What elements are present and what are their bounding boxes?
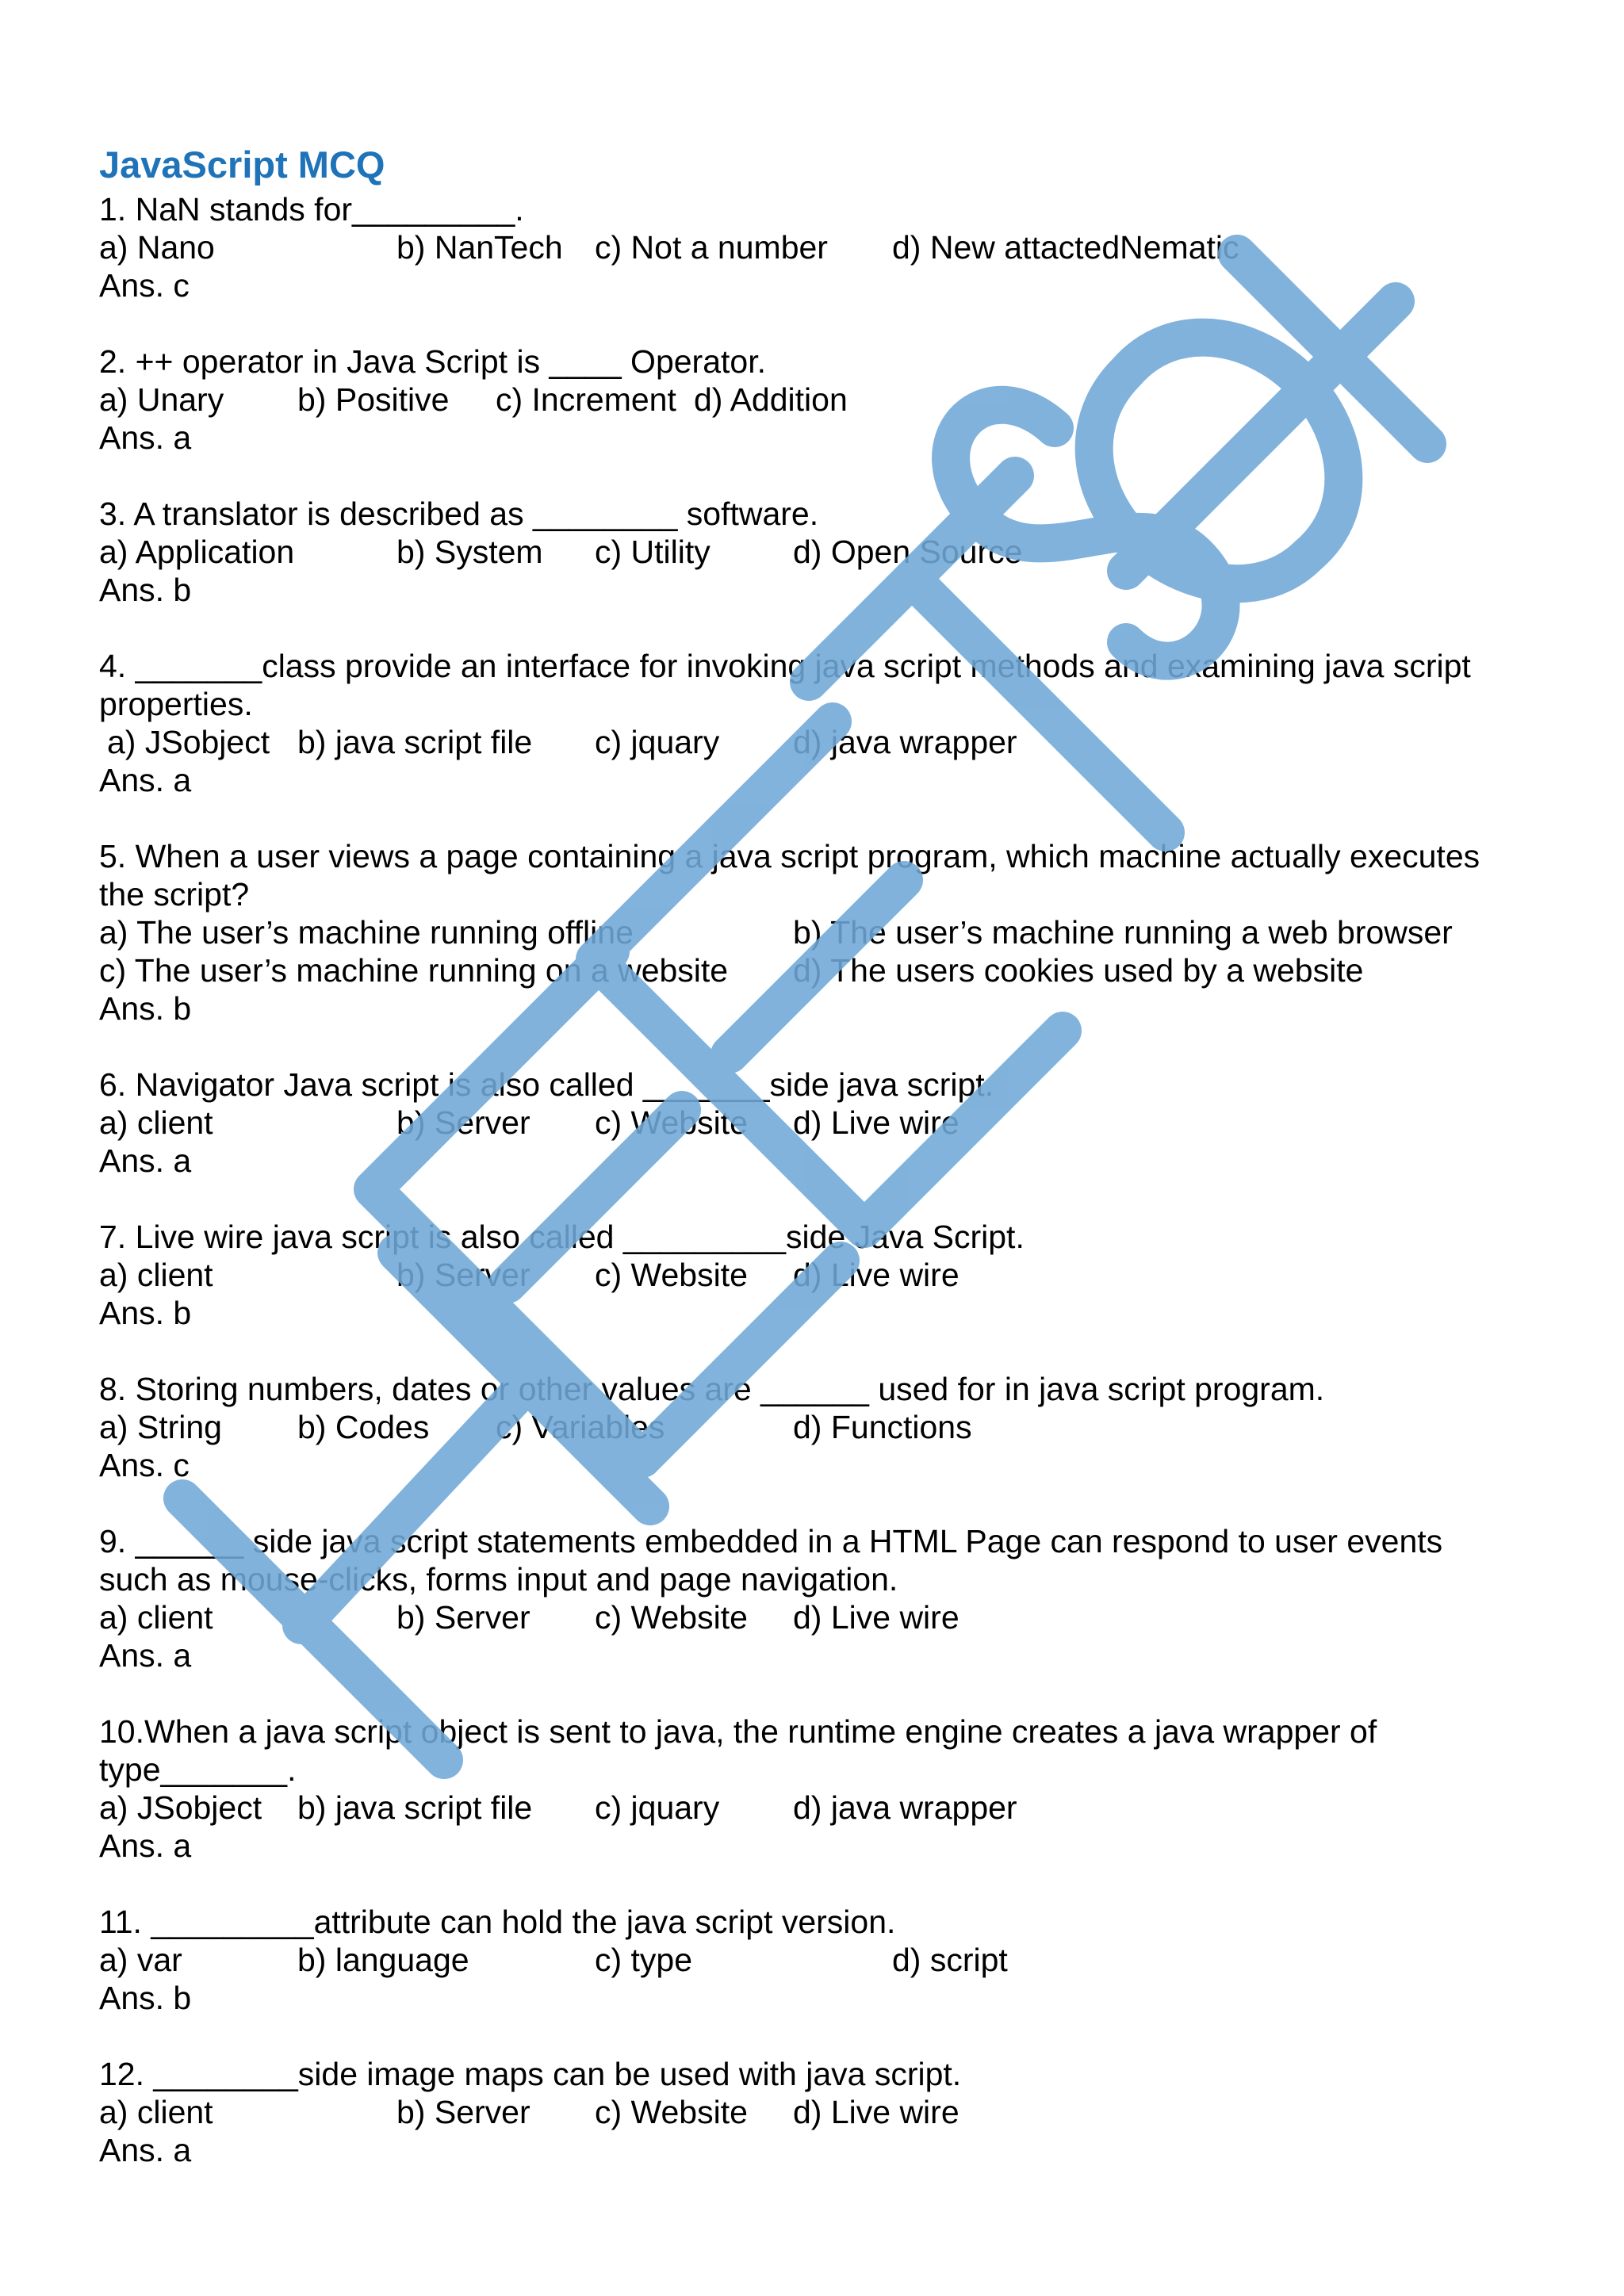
question-5-option-c: c) The user’s machine running on a website	[99, 952, 729, 989]
question-11-answer: Ans. b	[99, 1980, 192, 2016]
question-4-text: 4. _______class provide an interface for invoking java script methods and examining java script	[99, 648, 1471, 684]
question-4-option-c: c) jquary	[595, 724, 720, 760]
question-1-answer: Ans. c	[99, 267, 190, 304]
question-8-option-d: d) Functions	[793, 1409, 972, 1445]
question-5-text-continued: the script?	[99, 876, 250, 913]
question-11-option-a: a) var	[99, 1942, 182, 1978]
question-12-option-b: b) Server	[396, 2094, 530, 2130]
question-6-option-c: c) Website	[595, 1104, 748, 1141]
question-4-text-continued: properties.	[99, 686, 253, 722]
question-9-text-continued: such as mouse-clicks, forms input and page navigation.	[99, 1561, 898, 1598]
question-4-option-a: a) JSobject	[107, 724, 270, 760]
question-9-answer: Ans. a	[99, 1637, 192, 1674]
question-10-answer: Ans. a	[99, 1827, 192, 1864]
question-4-option-b: b) java script file	[297, 724, 533, 760]
question-6-option-d: d) Live wire	[793, 1104, 959, 1141]
question-12-option-c: c) Website	[595, 2094, 748, 2130]
question-3-option-d: d) Open Source	[793, 534, 1023, 570]
question-9-option-d: d) Live wire	[793, 1599, 959, 1636]
question-4-option-d: d) java wrapper	[793, 724, 1017, 760]
question-3-option-a: a) Application	[99, 534, 295, 570]
question-8-option-b: b) Codes	[297, 1409, 430, 1445]
question-10-option-d: d) java wrapper	[793, 1789, 1017, 1826]
question-10-option-a: a) JSobject	[99, 1789, 262, 1826]
question-7-option-b: b) Server	[396, 1257, 530, 1293]
question-10-text-continued: type_______.	[99, 1751, 297, 1788]
question-3-answer: Ans. b	[99, 572, 192, 608]
question-9-option-b: b) Server	[396, 1599, 530, 1636]
question-5-option-b: b) The user’s machine running a web browser	[793, 914, 1453, 951]
question-2-option-a: a) Unary	[99, 381, 224, 418]
question-2-answer: Ans. a	[99, 419, 192, 456]
question-6-text: 6. Navigator Java script is also called _______side java script.	[99, 1066, 994, 1103]
question-11-text: 11. _________attribute can hold the java script version.	[99, 1904, 896, 1940]
page-title: JavaScript MCQ	[99, 144, 385, 186]
question-7-option-d: d) Live wire	[793, 1257, 959, 1293]
question-2-option-d: d) Addition	[694, 381, 848, 418]
question-2-option-c: c) Increment	[496, 381, 676, 418]
question-1-text: 1. NaN stands for_________.	[99, 191, 524, 228]
question-3-option-c: c) Utility	[595, 534, 710, 570]
question-7-option-c: c) Website	[595, 1257, 748, 1293]
question-1-option-b: b) NanTech	[396, 229, 563, 266]
question-3-option-b: b) System	[396, 534, 543, 570]
question-10-text: 10.When a java script object is sent to java, the runtime engine creates a java wrapper of	[99, 1713, 1377, 1750]
question-11-option-b: b) language	[297, 1942, 469, 1978]
question-6-option-a: a) client	[99, 1104, 213, 1141]
question-7-option-a: a) client	[99, 1257, 213, 1293]
question-11-option-d: d) script	[892, 1942, 1008, 1978]
question-5-text: 5. When a user views a page containing a java script program, which machine actually executes	[99, 838, 1480, 874]
question-12-answer: Ans. a	[99, 2132, 192, 2168]
question-7-text: 7. Live wire java script is also called _________side Java Script.	[99, 1219, 1025, 1255]
question-2-text: 2. ++ operator in Java Script is ____ Operator.	[99, 343, 766, 380]
question-10-option-b: b) java script file	[297, 1789, 533, 1826]
question-1-option-d: d) New attactedNematic	[892, 229, 1239, 266]
question-5-answer: Ans. b	[99, 990, 192, 1027]
question-9-text: 9. ______ side java script statements embedded in a HTML Page can respond to user events	[99, 1523, 1443, 1559]
question-9-option-a: a) client	[99, 1599, 213, 1636]
question-6-answer: Ans. a	[99, 1142, 192, 1179]
question-10-option-c: c) jquary	[595, 1789, 720, 1826]
question-8-option-c: c) Variables	[496, 1409, 665, 1445]
question-6-option-b: b) Server	[396, 1104, 530, 1141]
question-7-answer: Ans. b	[99, 1295, 192, 1331]
question-4-answer: Ans. a	[99, 762, 192, 798]
question-12-text: 12. ________side image maps can be used with java script.	[99, 2056, 962, 2092]
question-1-option-c: c) Not a number	[595, 229, 828, 266]
question-5-option-d: d) The users cookies used by a website	[793, 952, 1364, 989]
question-2-option-b: b) Positive	[297, 381, 450, 418]
question-5-option-a: a) The user’s machine running offline	[99, 914, 634, 951]
question-8-option-a: a) String	[99, 1409, 222, 1445]
question-3-text: 3. A translator is described as ________ software.	[99, 496, 819, 532]
question-1-option-a: a) Nano	[99, 229, 215, 266]
question-12-option-d: d) Live wire	[793, 2094, 959, 2130]
question-12-option-a: a) client	[99, 2094, 213, 2130]
question-9-option-c: c) Website	[595, 1599, 748, 1636]
question-11-option-c: c) type	[595, 1942, 693, 1978]
question-8-text: 8. Storing numbers, dates or other values are ______ used for in java script program.	[99, 1371, 1325, 1407]
question-8-answer: Ans. c	[99, 1447, 190, 1483]
